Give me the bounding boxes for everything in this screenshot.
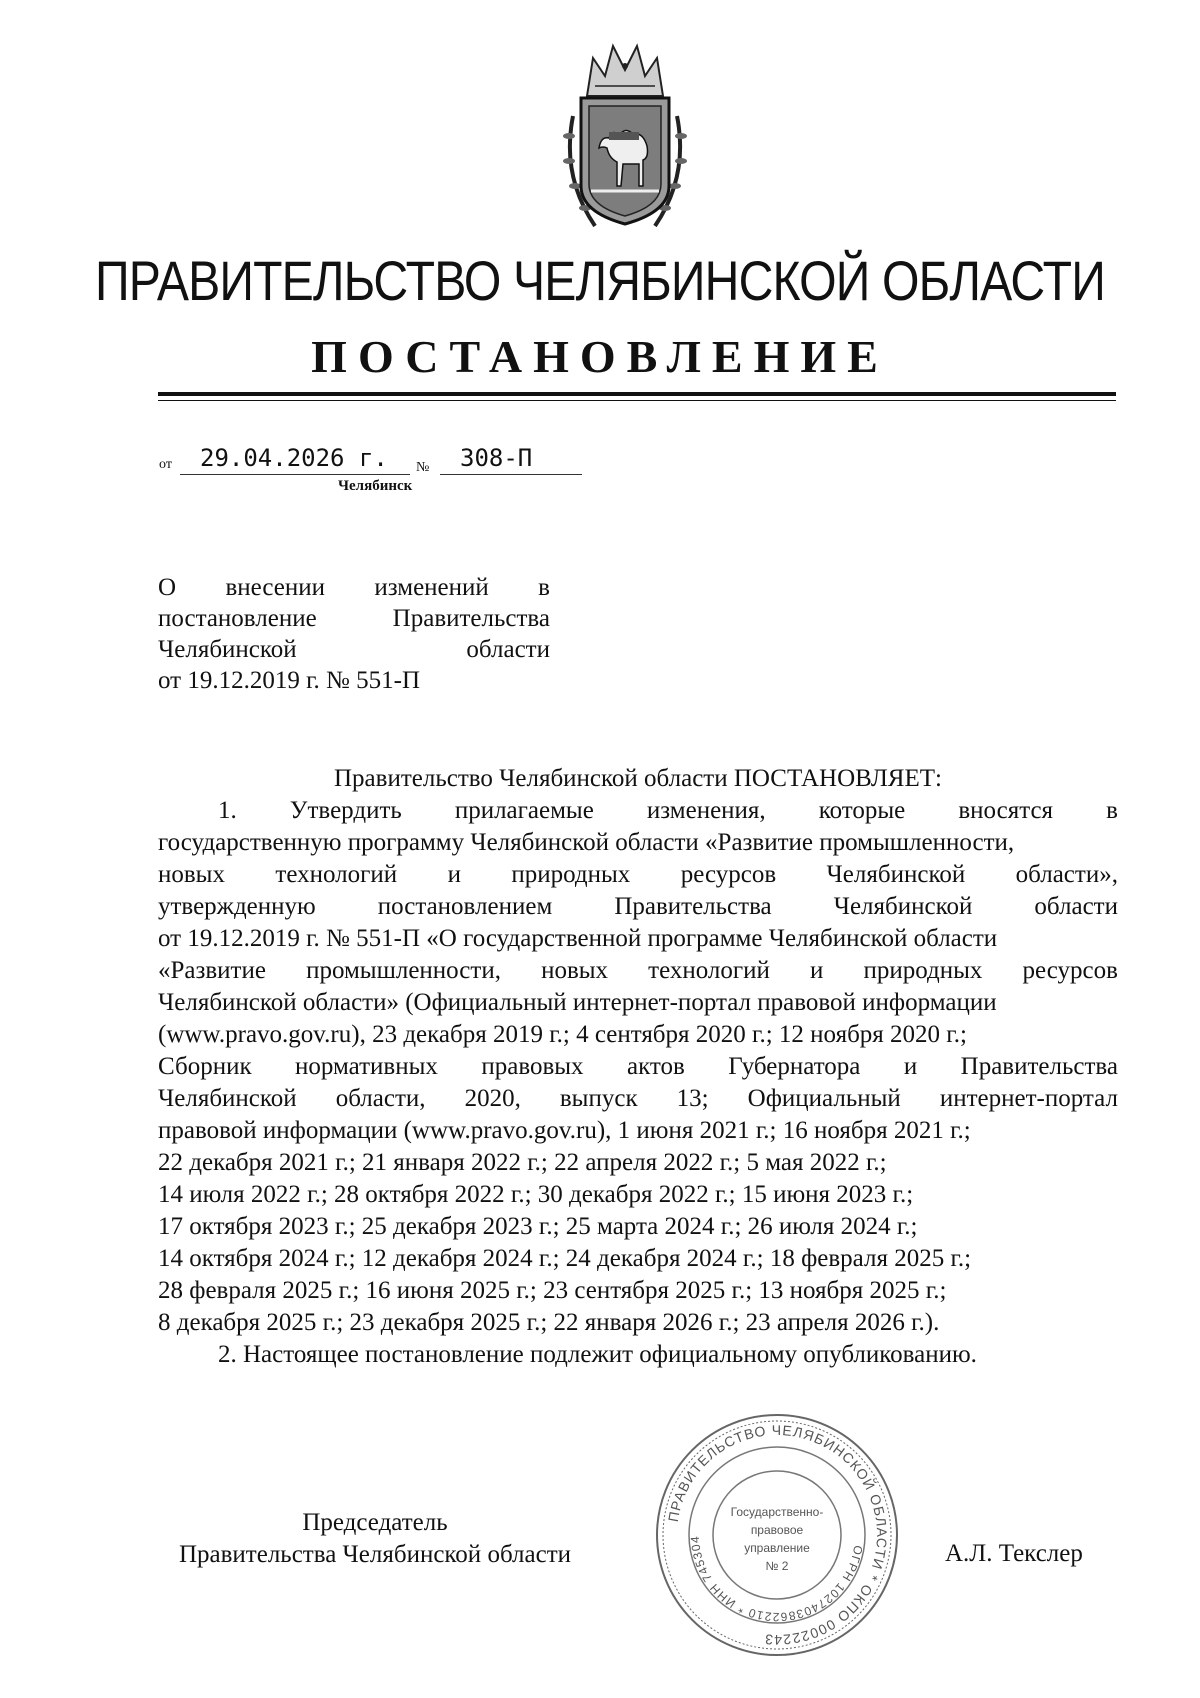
document-subject xyxy=(158,572,550,696)
word: изменения, xyxy=(646,797,766,824)
word: технологий xyxy=(275,861,398,888)
word: Утвердить xyxy=(289,797,402,824)
word: 2020, xyxy=(464,1085,521,1112)
official-seal xyxy=(652,1410,902,1660)
word: области xyxy=(1034,893,1118,920)
word: новых xyxy=(158,861,225,888)
word: от 19.12.2019 г. № 551-П xyxy=(158,667,421,694)
word: государственную программу Челябинской области «Развитие промышленности, xyxy=(158,829,1015,856)
body-line xyxy=(158,1083,1118,1115)
coat-of-arms-emblem xyxy=(555,36,695,242)
item-2-paragraph: 2. Настоящее постановление подлежит официальному опубликованию. xyxy=(218,1341,977,1368)
seal-center-line: Государственно- xyxy=(730,1505,824,1519)
header-rule-thick xyxy=(158,392,1116,396)
word: изменений xyxy=(374,574,489,601)
word: области xyxy=(466,636,550,663)
word: области», xyxy=(1015,861,1118,888)
word: правовой информации (www.pravo.gov.ru), 1 июня 2021 г.; 16 ноября 2021 г.; xyxy=(158,1117,971,1144)
word: Официальный xyxy=(747,1085,901,1112)
word: 17 октября 2023 г.; 25 декабря 2023 г.; 25 марта 2024 г.; 26 июля 2024 г.; xyxy=(158,1213,918,1240)
subject-line xyxy=(158,634,550,665)
word: Челябинской xyxy=(158,636,297,663)
word: Сборник xyxy=(158,1053,252,1080)
subject-line xyxy=(158,665,550,696)
body-line xyxy=(158,1179,1118,1211)
document-number: 308-П xyxy=(460,444,533,472)
body-line xyxy=(158,795,1118,827)
position-line: Председатель xyxy=(302,1509,448,1536)
word: в xyxy=(1106,797,1118,824)
word: 13; xyxy=(676,1085,709,1112)
word: «Развитие xyxy=(158,957,266,984)
signatory-name: А.Л. Текслер xyxy=(945,1540,1083,1567)
body-line xyxy=(158,923,1118,955)
word: постановление xyxy=(158,605,317,632)
government-title: ПРАВИТЕЛЬСТВО ЧЕЛЯБИНСКОЙ ОБЛАСТИ xyxy=(95,249,1105,312)
seal-outer-text: ПРАВИТЕЛЬСТВО ЧЕЛЯБИНСКОЙ ОБЛАСТИ * ОКПО 00022243 xyxy=(664,1421,891,1649)
body-line xyxy=(158,1307,1118,1339)
word: 8 декабря 2025 г.; 23 декабря 2025 г.; 22 января 2026 г.; 23 апреля 2026 г.). xyxy=(158,1309,940,1336)
word: прилагаемые xyxy=(454,797,594,824)
word: от 19.12.2019 г. № 551-П «О государственной программе Челябинской области xyxy=(158,925,998,952)
number-prefix-label: № xyxy=(416,460,430,475)
word: и xyxy=(810,957,824,984)
subject-line xyxy=(158,572,550,603)
word: вносятся xyxy=(958,797,1054,824)
word: Правительства xyxy=(392,605,550,632)
word: постановлением xyxy=(377,893,553,920)
chelyabinsk-coat-of-arms-icon xyxy=(555,36,695,242)
word: 28 февраля 2025 г.; 16 июня 2025 г.; 23 сентября 2025 г.; 13 ноября 2025 г.; xyxy=(158,1277,947,1304)
word: выпуск xyxy=(559,1085,638,1112)
body-line xyxy=(158,827,1118,859)
seal-icon xyxy=(652,1410,902,1660)
body-line xyxy=(158,1211,1118,1243)
seal-center-line: управление xyxy=(744,1541,810,1555)
word: ресурсов xyxy=(1022,957,1118,984)
word: в xyxy=(538,574,550,601)
seal-middle-text: ОГРН 1027403862210 * ИНН 745304 xyxy=(687,1535,866,1625)
word: Правительства xyxy=(960,1053,1118,1080)
body-line xyxy=(158,1051,1118,1083)
word: (www.pravo.gov.ru), 23 декабря 2019 г.; 4 сентября 2020 г.; 12 ноября 2020 г.; xyxy=(158,1021,967,1048)
word: утвержденную xyxy=(158,893,316,920)
body-line xyxy=(158,891,1118,923)
word: интернет-портал xyxy=(939,1085,1118,1112)
body-line xyxy=(158,987,1118,1019)
word: природных xyxy=(863,957,983,984)
subject-line xyxy=(158,603,550,634)
word: Губернатора xyxy=(728,1053,861,1080)
header-rule-thin xyxy=(158,400,1116,401)
seal-center-line: № 2 xyxy=(765,1559,789,1573)
word: которые xyxy=(818,797,906,824)
word: области, xyxy=(335,1085,426,1112)
word: Челябинской xyxy=(833,893,973,920)
item-1-paragraph xyxy=(158,795,1118,1339)
body-line xyxy=(158,1115,1118,1147)
document-body xyxy=(158,763,1118,1371)
signatory-position xyxy=(150,1507,600,1571)
word: 14 октября 2024 г.; 12 декабря 2024 г.; 24 декабря 2024 г.; 18 февраля 2025 г.; xyxy=(158,1245,972,1272)
word: Челябинской xyxy=(158,1085,297,1112)
word: актов xyxy=(626,1053,685,1080)
seal-center-line: правовое xyxy=(750,1523,804,1537)
word: ресурсов xyxy=(680,861,777,888)
document-kind-title: ПОСТАНОВЛЕНИЕ xyxy=(311,331,889,382)
date-prefix-label: от xyxy=(159,457,172,472)
preamble: Правительство Челябинской области ПОСТАНОВЛЯЕТ: xyxy=(334,765,942,792)
word: и xyxy=(903,1053,918,1080)
word: Челябинской области» (Официальный интернет-портал правовой информации xyxy=(158,989,997,1016)
word: природных xyxy=(511,861,631,888)
word: и xyxy=(447,861,461,888)
date-underline xyxy=(180,474,410,475)
word: технологий xyxy=(648,957,770,984)
word: О xyxy=(158,574,177,601)
document-date: 29.04.2026 г. xyxy=(200,444,388,472)
position-line: Правительства Челябинской области xyxy=(178,1541,572,1568)
body-line xyxy=(158,955,1118,987)
body-line xyxy=(158,1147,1118,1179)
word: новых xyxy=(541,957,609,984)
word: 22 декабря 2021 г.; 21 января 2022 г.; 22 апреля 2022 г.; 5 мая 2022 г.; xyxy=(158,1149,887,1176)
word: внесении xyxy=(225,574,325,601)
body-line xyxy=(158,859,1118,891)
word: промышленности, xyxy=(306,957,501,984)
city-name: Челябинск xyxy=(338,478,413,494)
body-line xyxy=(158,1019,1118,1051)
word: 14 июля 2022 г.; 28 октября 2022 г.; 30 декабря 2022 г.; 15 июня 2023 г.; xyxy=(158,1181,914,1208)
word: Правительства xyxy=(614,893,772,920)
number-underline xyxy=(440,474,582,475)
word: 1. xyxy=(218,797,237,824)
body-line xyxy=(158,1275,1118,1307)
word: Челябинской xyxy=(826,861,966,888)
word: нормативных xyxy=(295,1053,438,1080)
body-line xyxy=(158,1243,1118,1275)
word: правовых xyxy=(481,1053,584,1080)
